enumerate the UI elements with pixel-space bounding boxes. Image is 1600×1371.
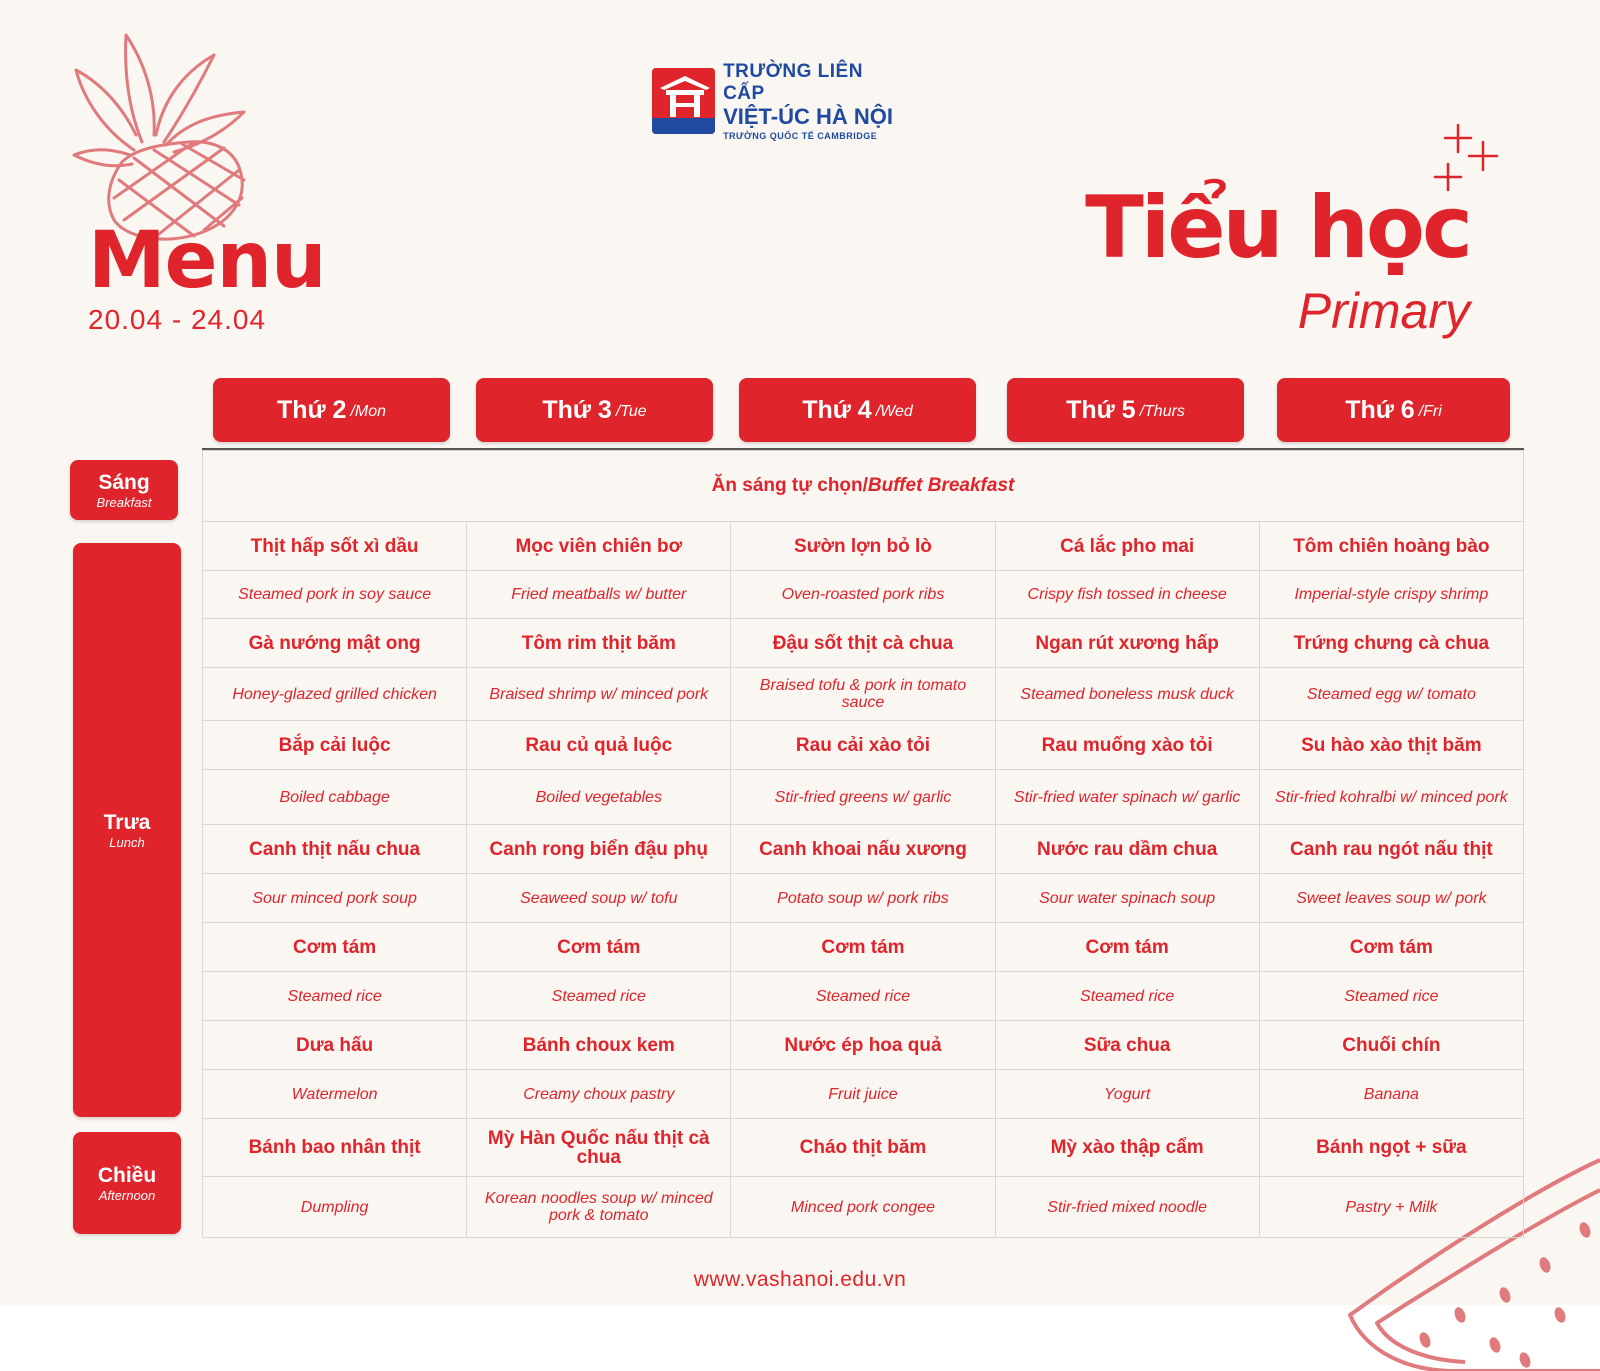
dish-translation: Stir-fried kohralbi w/ minced pork [1259,770,1523,825]
dish-translation: Steamed rice [203,972,467,1021]
day-label: Thứ 5 [1066,395,1136,424]
dish-name: Ngan rút xương hấp [995,619,1259,668]
dish-name: Trứng chưng cà chua [1259,619,1523,668]
date-range: 20.04 - 24.04 [88,304,267,335]
meal-label-en: Breakfast [96,494,152,510]
dish-translation: Creamy choux pastry [467,1070,731,1119]
meal-label-breakfast [70,460,178,520]
dish-name: Đậu sốt thịt cà chua [731,619,995,668]
breakfast-text-en: Buffet Breakfast [867,475,1015,496]
day-label-en: /Mon [350,403,387,420]
dish-name: Canh rong biển đậu phụ [467,825,731,874]
dish-name: Mỳ Hàn Quốc nấu thịt cà chua [467,1119,731,1177]
table-row [203,571,1524,619]
dish-translation: Steamed pork in soy sauce [203,571,467,619]
dish-name: Nước ép hoa quả [731,1021,995,1070]
dish-name: Cơm tám [731,923,995,972]
dish-name: Sữa chua [995,1021,1259,1070]
dish-name: Thịt hấp sốt xì dầu [203,522,467,571]
dish-name: Bánh choux kem [467,1021,731,1070]
table-row [203,1070,1524,1119]
level-subtitle: Primary [1297,283,1470,339]
dish-translation: Stir-fried water spinach w/ garlic [995,770,1259,825]
dish-translation: Steamed boneless musk duck [995,668,1259,721]
meal-label-vi: Chiều [97,1163,157,1187]
dish-name: Mọc viên chiên bơ [467,522,731,571]
dish-translation: Braised tofu & pork in tomato sauce [731,668,995,721]
day-header-fri [1277,378,1510,442]
dish-translation: Honey-glazed grilled chicken [203,668,467,721]
dish-translation: Fruit juice [731,1070,995,1119]
dish-name: Mỳ xào thập cẩm [995,1119,1259,1177]
dish-translation: Steamed rice [467,972,731,1021]
dish-name: Tôm chiên hoàng bào [1259,522,1523,571]
day-label: Thứ 3 [542,395,612,424]
day-header-thu [1007,378,1244,442]
dish-translation: Fried meatballs w/ butter [467,571,731,619]
dish-translation: Seaweed soup w/ tofu [467,874,731,923]
dish-name: Canh rau ngót nấu thịt [1259,825,1523,874]
dish-translation: Steamed rice [731,972,995,1021]
dish-translation: Imperial-style crispy shrimp [1259,571,1523,619]
school-name-line2: VIỆT-ÚC HÀ NỘI [723,104,893,129]
meal-label-vi: Sáng [98,470,150,494]
table-row-afternoon [203,1119,1524,1177]
dish-translation: Crispy fish tossed in cheese [995,571,1259,619]
meal-label-en: Lunch [109,834,145,850]
table-row-breakfast [203,451,1524,522]
table-row [203,619,1524,668]
dish-translation: Yogurt [995,1070,1259,1119]
dish-name: Tôm rim thịt băm [467,619,731,668]
dish-translation: Boiled cabbage [203,770,467,825]
meal-label-en: Afternoon [98,1187,156,1203]
table-row [203,972,1524,1021]
school-tagline: TRƯỜNG QUỐC TẾ CAMBRIDGE [723,131,878,141]
day-label: Thứ 2 [276,395,347,424]
dish-name: Gà nướng mật ong [203,619,467,668]
dish-translation: Boiled vegetables [467,770,731,825]
dish-translation: Banana [1259,1070,1523,1119]
dish-name: Cơm tám [995,923,1259,972]
day-label: Thứ 6 [1345,395,1415,424]
day-label: Thứ 4 [802,395,872,424]
dish-name: Bánh ngọt + sữa [1259,1119,1523,1177]
table-row-afternoon [203,1177,1524,1238]
day-label-en: /Wed [875,403,913,420]
table-row [203,522,1524,571]
dish-name: Canh thịt nấu chua [203,825,467,874]
dish-translation: Stir-fried mixed noodle [995,1177,1259,1238]
dish-name: Rau muống xào tỏi [995,721,1259,770]
table-row [203,825,1524,874]
dish-name: Cá lắc pho mai [995,522,1259,571]
dish-name: Cơm tám [1259,923,1523,972]
dish-name: Canh khoai nấu xương [731,825,995,874]
breakfast-text-vi: Ăn sáng tự chọn/ [711,475,868,496]
dish-name: Cháo thịt băm [731,1119,995,1177]
website-link[interactable]: www.vashanoi.edu.vn [693,1268,907,1291]
dish-name: Su hào xào thịt băm [1259,721,1523,770]
dish-translation: Stir-fried greens w/ garlic [731,770,995,825]
dish-translation: Steamed rice [995,972,1259,1021]
pineapple-illustration [64,30,264,245]
dish-translation: Steamed rice [1259,972,1523,1021]
dish-name: Rau cải xào tỏi [731,721,995,770]
school-name-line1: TRƯỜNG LIÊN CẤP [723,61,863,104]
dish-name: Nước rau dầm chua [995,825,1259,874]
dish-translation: Minced pork congee [731,1177,995,1238]
meal-label-lunch [73,543,181,1117]
table-row [203,721,1524,770]
menu-title: Menu [88,216,326,306]
dish-translation: Braised shrimp w/ minced pork [467,668,731,721]
table-row [203,923,1524,972]
table-row [203,770,1524,825]
dish-name: Bắp cải luộc [203,721,467,770]
dish-name: Dưa hấu [203,1021,467,1070]
dish-name: Cơm tám [467,923,731,972]
dish-name: Sườn lợn bỏ lò [731,522,995,571]
day-header-tue [476,378,713,442]
dish-translation: Potato soup w/ pork ribs [731,874,995,923]
dish-translation: Pastry + Milk [1259,1177,1523,1238]
dish-translation: Sour minced pork soup [203,874,467,923]
table-row [203,1021,1524,1070]
school-crest-icon [652,68,715,134]
meal-label-afternoon [73,1132,181,1234]
dish-translation: Sweet leaves soup w/ pork [1259,874,1523,923]
dish-translation: Steamed egg w/ tomato [1259,668,1523,721]
day-label-en: /Fri [1418,403,1442,420]
day-label-en: /Tue [615,403,647,420]
dish-name: Cơm tám [203,923,467,972]
dish-name: Bánh bao nhân thịt [203,1119,467,1177]
day-header-wed [739,378,976,442]
dish-translation: Dumpling [203,1177,467,1238]
dish-translation: Oven-roasted pork ribs [731,571,995,619]
dish-translation: Sour water spinach soup [995,874,1259,923]
menu-table [202,450,1524,1238]
table-row [203,874,1524,923]
dish-translation: Korean noodles soup w/ minced pork & tomato [467,1177,731,1238]
level-title: Tiểu học [1085,178,1470,278]
school-logo [652,61,902,141]
day-header-mon [213,378,450,442]
day-label-en: /Thurs [1139,403,1185,420]
breakfast-cell [203,451,1524,522]
table-row [203,668,1524,721]
dish-name: Chuối chín [1259,1021,1523,1070]
dish-name: Rau củ quả luộc [467,721,731,770]
dish-translation: Watermelon [203,1070,467,1119]
meal-label-vi: Trưa [103,810,151,834]
